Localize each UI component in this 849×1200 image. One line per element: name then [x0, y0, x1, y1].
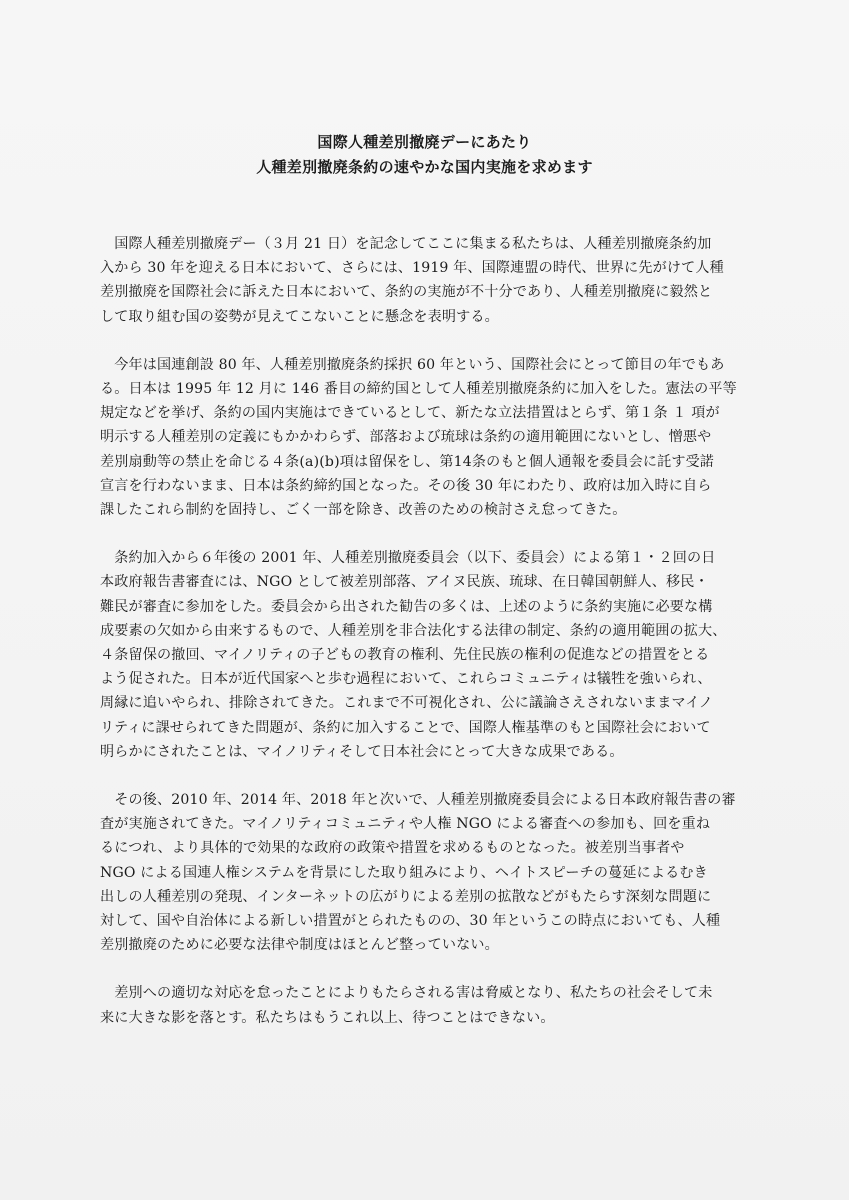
- text-line: 来に大きな影を落とす。私たちはもうこれ以上、待つことはできない。: [100, 1009, 555, 1026]
- text-line: るにつれ、より具体的で効果的な政府の政策や措置を求めるものとなった。被差別当事者や: [100, 840, 685, 857]
- text-line: 明らかにされたことは、マイノリティそして日本社会にとって大きな成果である。: [100, 743, 624, 760]
- text-line: る。日本は 1995 年 12 月に 146 番目の締約国として人種差別撤廃条約に加入をした。憲法の平等: [100, 381, 737, 398]
- title-line: 人種差別撤廃条約の速やかな国内実施を求めます: [256, 158, 593, 176]
- text-line: 差別撤廃のために必要な法律や制度はほとんど整っていない。: [100, 937, 499, 954]
- text-line: その後、2010 年、2014 年、2018 年と次いで、人種差別撤廃委員会による日本政府報告書の審: [100, 792, 736, 809]
- document-body: [100, 232, 760, 1054]
- text-line: 難民が審査に参加をした。委員会から出された勧告の多くは、上述のように条約実施に必要な構: [100, 598, 713, 615]
- text-line: 課したこれら制約を固持し、ごく一部を除き、改善のための検討さえ怠ってきた。: [100, 502, 627, 519]
- text-line: 本政府報告書審査には、NGO として被差別部落、アイヌ民族、琉球、在日韓国朝鮮人、移民・: [100, 574, 709, 591]
- text-line: 出しの人種差別の発現、インターネットの広がりによる差別の拡散などがもたらす深刻な問題に: [100, 888, 712, 905]
- text-line: 条約加入から６年後の 2001 年、人種差別撤廃委員会（以下、委員会）による第１・２回の日: [100, 550, 716, 567]
- title-line: 国際人種差別撤廃デーにあたり: [317, 133, 532, 151]
- text-line: 差別への適切な対応を怠ったことによりもたらされる害は脅威となり、私たちの社会そして未: [100, 985, 713, 1002]
- text-line: 周縁に追いやられ、排除されてきた。これまで不可視化され、公に議論さえされないままマイノ: [100, 695, 714, 712]
- paragraph-5: [100, 981, 760, 1029]
- text-line: 差別扇動等の禁止を命じる４条(a)(b)項は留保をし、第14条のもと個人通報を委員会に託す受諾: [100, 453, 715, 470]
- text-line: 規定などを挙げ、条約の国内実施はできているとして、新たな立法措置はとらず、第１条 １ 項が: [100, 405, 720, 422]
- text-line: 差別撤廃を国際社会に訴えた日本において、条約の実施が不十分であり、人種差別撤廃に毅然と: [100, 284, 713, 301]
- paragraph-3: [100, 546, 760, 764]
- text-line: ４条留保の撤回、マイノリティの子どもの教育の権利、先住民族の権利の促進などの措置をとる: [100, 647, 710, 664]
- paragraph-4: [100, 788, 760, 957]
- text-line: 入から 30 年を迎える日本において、さらには、1919 年、国際連盟の時代、世界に先がけて人種: [100, 260, 724, 277]
- text-line: 国際人種差別撤廃デー（３月 21 日）を記念してここに集まる私たちは、人種差別撤廃条約加: [100, 236, 712, 252]
- paragraph-2: [100, 353, 760, 522]
- text-line: 対して、国や自治体による新しい措置がとられたものの、30 年というこの時点においても、人種: [100, 913, 721, 930]
- text-line: NGO による国連人権システムを背景にした取り組みにより、ヘイトスピーチの蔓延によるむき: [100, 864, 708, 881]
- text-line: 明示する人種差別の定義にもかかわらず、部落および琉球は条約の適用範囲にないとし、憎悪や: [100, 429, 712, 446]
- text-line: して取り組む国の姿勢が見えてこないことに懸念を表明する。: [100, 308, 499, 325]
- document-title: [0, 130, 849, 180]
- text-line: リティに課せられてきた問題が、条約に加入することで、国際人権基準のもと国際社会において: [100, 719, 711, 736]
- text-line: 今年は国連創設 80 年、人種差別撤廃条約採択 60 年という、国際社会にとって節目の年でもあ: [100, 356, 725, 373]
- text-line: 宣言を行わないまま、日本は条約締約国となった。その後 30 年にわたり、政府は加入時に自ら: [100, 477, 712, 494]
- text-line: 査が実施されてきた。マイノリティコミュニティや人権 NGO による審査への参加も、回を重ね: [100, 816, 711, 833]
- text-line: よう促された。日本が近代国家へと歩む過程において、これらコミュニティは犠牲を強いられ、: [100, 671, 712, 688]
- paragraph-1: [100, 232, 760, 329]
- text-line: 成要素の欠如から由来するもので、人種差別を非合法化する法律の制定、条約の適用範囲の拡大、: [100, 622, 727, 639]
